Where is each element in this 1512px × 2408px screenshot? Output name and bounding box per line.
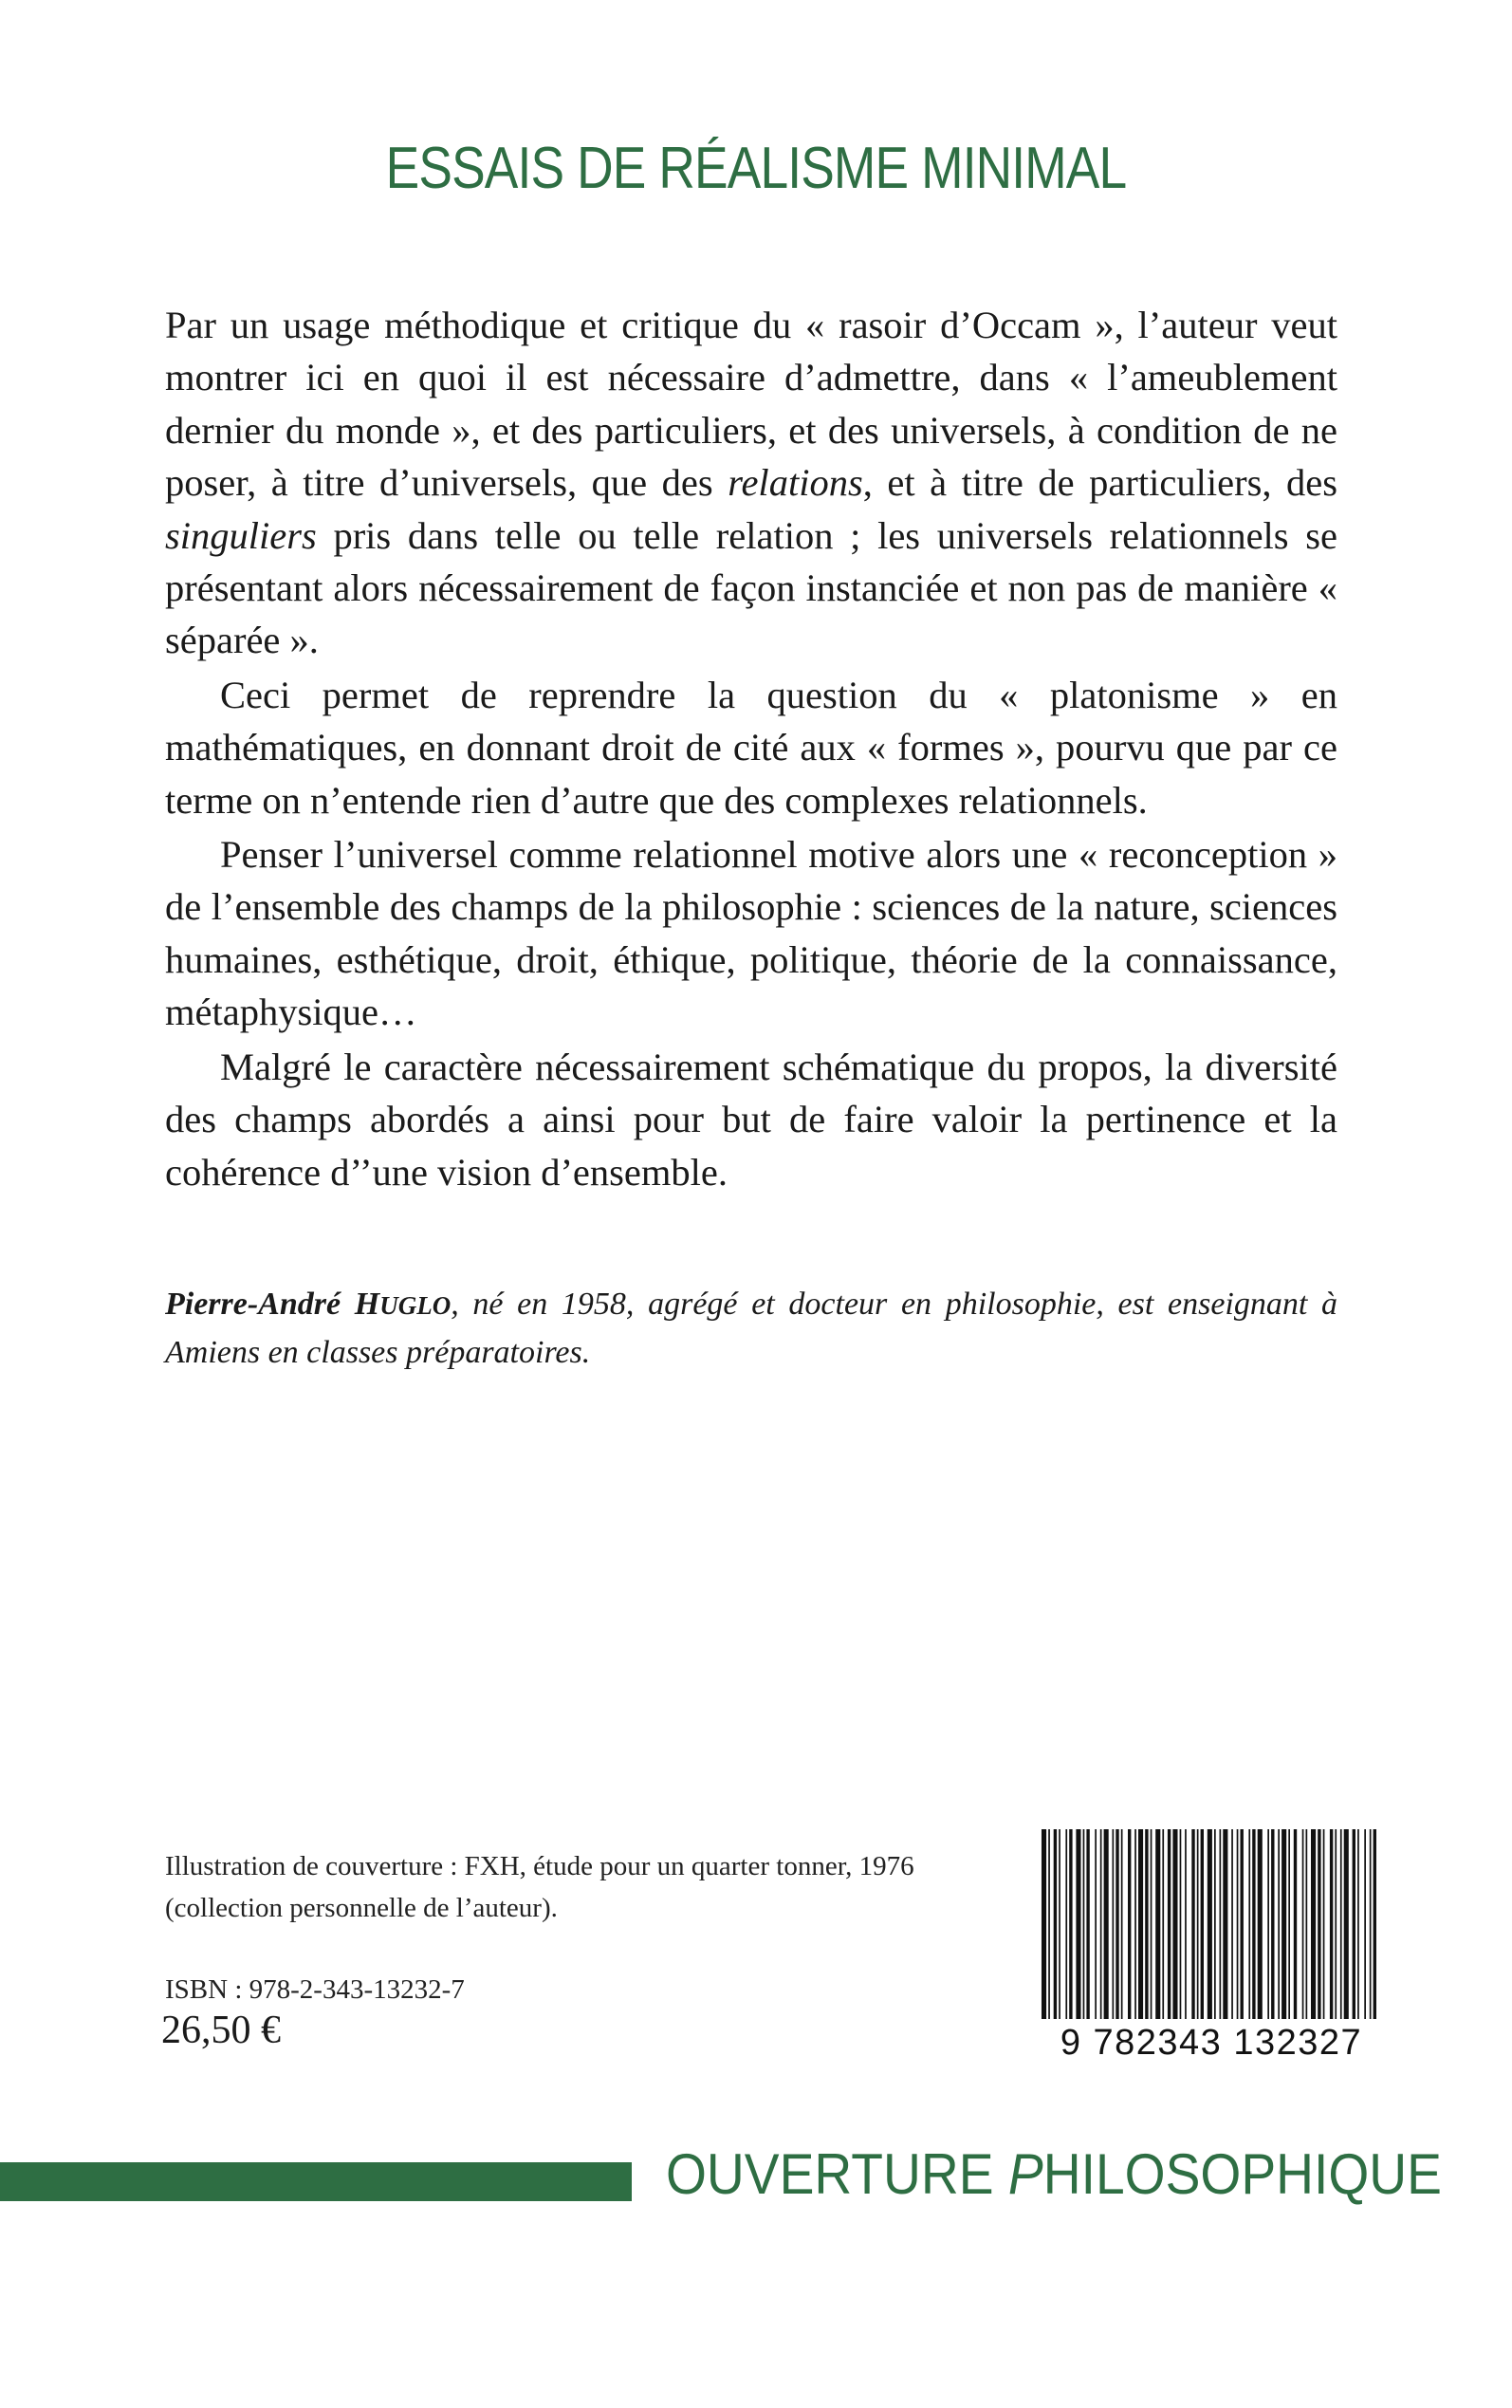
barcode-bar [1134,1829,1136,2019]
series-accent-bar [0,2162,632,2201]
barcode-bar [1306,1829,1308,2019]
barcode-bar [1267,1829,1269,2019]
barcode-bar [1162,1829,1164,2019]
author-name-smallcaps: UGLO [379,1291,452,1320]
series-name-part3: HILOSOPHIQUE [1042,2142,1442,2206]
barcode-bar [1302,1829,1304,2019]
barcode-bar [1370,1829,1372,2019]
barcode-number: 9 782343 132327 [1060,2023,1363,2063]
barcode-bar [1151,1829,1152,2019]
barcode-bars [1036,1829,1387,2019]
barcode-bar [1191,1829,1194,2019]
p1-seg1: Par un usage méthodique et critique du « rasoir d’Occam », l’auteur veut montrer ici en quoi il est nécessaire d’admettre, dans « l’ameublement dernier du monde », et des particuliers, et des universels, à condition de ne poser, à titre d’universels, que des [165,304,1337,505]
author-bio [165,1281,1337,1377]
series-name-italic-p: P [1007,2142,1043,2206]
blurb [165,299,1337,1198]
barcode-bar [1214,1829,1216,2019]
barcode-bar [1335,1829,1337,2019]
barcode-bar [1086,1829,1089,2019]
barcode-bar [1241,1829,1244,2019]
barcode-bar [1340,1829,1342,2019]
series-name [666,2141,1442,2207]
barcode-bar [1138,1829,1143,2019]
barcode-bar [1168,1829,1171,2019]
barcode-bar [1065,1829,1067,2019]
barcode-bar [1180,1829,1182,2019]
p1-seg3: pris dans telle ou telle relation ; les universels relationnels se présentant alors nécessairement de façon instanciée et non pas de manière « séparée ». [165,513,1337,662]
barcode-bar [1116,1829,1118,2019]
barcode-bar [1271,1829,1274,2019]
blurb-paragraph-1 [165,299,1337,667]
barcode-bar [1095,1829,1097,2019]
barcode-bar [1042,1829,1046,2019]
barcode-bar [1252,1829,1255,2019]
barcode-bar [1330,1829,1333,2019]
blurb-paragraph-4: Malgré le caractère nécessairement schématique du propos, la diversité des champs abordés a ainsi pour but de faire valoir la pertinence et la cohérence d’’une vision d’ensemble. [165,1045,1337,1194]
barcode-bar [1145,1829,1148,2019]
barcode-bar [1172,1829,1177,2019]
barcode-bar [1185,1829,1187,2019]
barcode-bar [1113,1829,1115,2019]
barcode-bar [1083,1829,1085,2019]
barcode-bar [1374,1829,1376,2019]
barcode-bar [1059,1829,1060,2019]
barcode-bar [1278,1829,1280,2019]
barcode-bar [1104,1829,1109,2019]
barcode-bar [1318,1829,1320,2019]
author-bio-text: , né en 1958, agrégé et docteur en philosophie, est enseignant à Amiens en classes préparatoires. [165,1287,1337,1370]
barcode-bar [1201,1829,1204,2019]
barcode-bar [1344,1829,1349,2019]
barcode-bar [1076,1829,1080,2019]
blurb-paragraph-2: Ceci permet de reprendre la question du « platonisme » en mathématiques, en donnant droit de cité aux « formes », pourvu que par ce terme on n’entende rien d’autre que des complexes relationnels. [165,673,1337,822]
blurb-paragraph-3: Penser l’universel comme relationnel motive alors une « reconception » de l’ensemble des champs de la philosophie : sciences de la nature, sciences humaines, esthétique, droit, éthique, politique, théorie de la connaissance, métaphysique… [165,833,1337,1034]
p1-seg2: , et à titre de particuliers, des [862,461,1338,505]
barcode-bar [1294,1829,1297,2019]
author-name-first: Pierre-André H [165,1287,380,1322]
barcode-bar [1364,1829,1366,2019]
barcode-bar [1208,1829,1212,2019]
book-title: ESSAIS DE RÉALISME MINIMAL [385,136,1127,201]
barcode-bar [1288,1829,1290,2019]
barcode-bar [1128,1829,1131,2019]
author-name [165,1287,451,1322]
barcode [1036,1829,1387,2068]
price: 26,50 € [161,2009,281,2052]
barcode-bar [1121,1829,1123,2019]
barcode-bar [1311,1829,1316,2019]
barcode-bar [1237,1829,1239,2019]
p1-em-relations: relations [728,461,863,505]
series-name-part1: OUVERTURE [666,2142,1008,2206]
barcode-bar [1069,1829,1072,2019]
p1-em-singuliers: singuliers [165,513,317,557]
barcode-bar [1155,1829,1160,2019]
barcode-bar [1231,1829,1233,2019]
barcode-bar [1323,1829,1325,2019]
barcode-bar [1353,1829,1355,2019]
barcode-bar [1054,1829,1057,2019]
barcode-bar [1100,1829,1102,2019]
barcode-bar [1282,1829,1286,2019]
barcode-bar [1258,1829,1263,2019]
illustration-credit: Illustration de couverture : FXH, étude pour un quarter tonner, 1976 (collection personnelle de l’auteur). [165,1851,914,1923]
barcode-bar [1223,1829,1227,2019]
barcode-bar [1248,1829,1250,2019]
barcode-bar [1048,1829,1050,2019]
isbn: ISBN : 978-2-343-13232-7 [165,1974,465,2005]
barcode-bar [1357,1829,1359,2019]
barcode-bar [1220,1829,1222,2019]
barcode-bar [1197,1829,1199,2019]
